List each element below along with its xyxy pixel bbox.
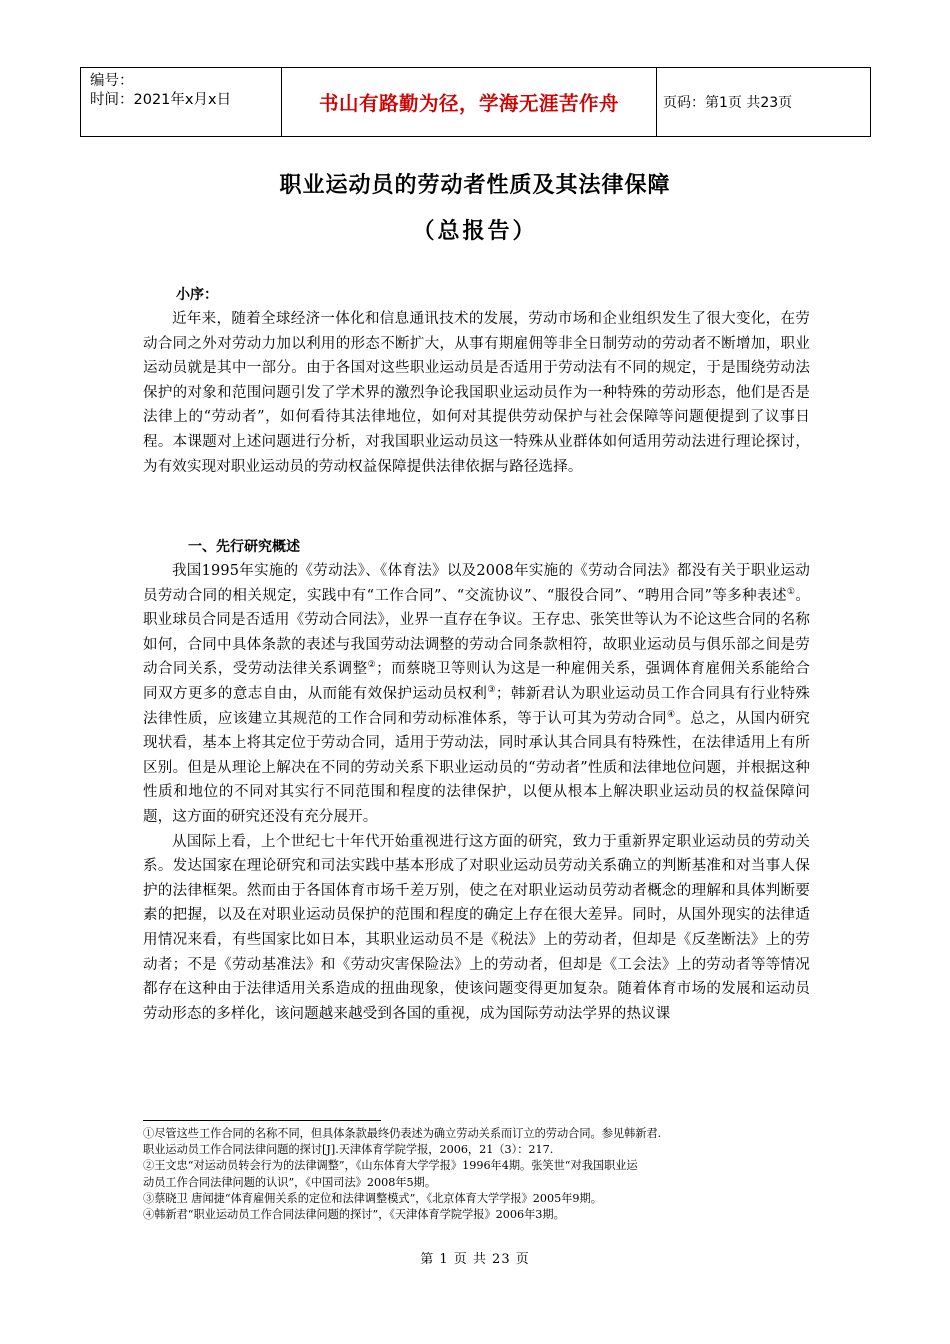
preface-section [143,284,810,479]
header-page-info: 页码：第1页 共23页 [663,95,793,111]
footnote-ref-1[interactable]: ① [786,586,796,597]
section-paragraph-international: 从国际上看，上个世纪七十年代开始重视进行这方面的研究，致力于重新界定职业运动员的劳动关系。发达国家在理论研究和司法实践中基本形成了对职业运动员劳动关系确立的判断基准和对当事人保护的法律框架。然而由于各国体育市场千差万别，使之在对职业运动员劳动者概念的理解和具体判断要素的把握，以及在对职业运动员保护的范围和程度的确定上存在很大差异。同时，从国外现实的法律适用情况来看，有些国家比如日本，其职业运动员不是《税法》上的劳动者，但却是《反垄断法》上的劳动者；不是《劳动基准法》和《劳动灾害保险法》上的劳动者，但却是《工会法》上的劳动者等等情况都存在这种由于法律适用关系造成的扭曲现象，使该问题变得更加复杂。随着体育市场的发展和运动员劳动形态的多样化，该问题越来越受到各国的重视，成为国际劳动法学界的热议课 [143,833,810,1022]
text-run: 。职业球员合同是否适用《劳动合同法》，业界一直存在争议。王存忠、张笑世等认为不论这些合同的名称如何，合同中具体条款的表述与我国劳动法调整的劳动合同条款相符，故职业运动员与俱乐部之间是劳动合同关系，受劳动法律关系调整 [143,587,810,678]
preface-label: 小序： [176,287,218,303]
text-run: 我国1995年实施的《劳动法》、《体育法》以及2008年实施的《劳动合同法》都没有关于职业运动员劳动合同的相关规定，实践中有“工作合同”、“交流协议”、“服役合同”、“聘用合同”等多种表述 [143,563,810,604]
header-number: 编号： [90,73,134,89]
footnote-line: 动员工作合同法律问题的认识”，《中国司法》2008年5期。 [143,1175,437,1189]
footnote-line: ①尽管这些工作合同的名称不同，但具体条款最终仍表述为确立劳动关系而订立的劳动合同。参见韩新君. [143,1127,662,1140]
footnote-ref-3[interactable]: ③ [487,685,496,696]
document-subtitle: （总报告） [412,219,538,244]
section-prior-research [143,536,810,1026]
header-slogan: 书山有路勤为径，学海无涯苦作舟 [282,68,657,136]
footnote-ref-2[interactable]: ② [367,660,377,671]
document-title: 职业运动员的劳动者性质及其法律保障 [279,173,671,198]
header-meta [81,68,282,136]
footnote-line: 职业运动员工作合同法律问题的探讨[J].天津体育学院学报，2006，21（3）：217. [143,1143,554,1157]
footnote-ref-4[interactable]: ④ [667,709,676,720]
preface-paragraph: 近年来，随着全球经济一体化和信息通讯技术的发展，劳动市场和企业组织发生了很大变化，在劳动合同之外对劳动力加以利用的形态不断扩大，从事有期雇佣等非全日制劳动的劳动者不断增加，职业运动员就是其中一部分。由于各国对这些职业运动员是否适用于劳动法有不同的规定，于是围绕劳动法保护的对象和范围问题引发了学术界的激烈争论我国职业运动员作为一种特殊的劳动形态，他们是否是法律上的“劳动者”，如何看待其法律地位，如何对其提供劳动保护与社会保障等问题便提到了议事日程。本课题对上述问题进行分析，对我国职业运动员这一特殊从业群体如何适用劳动法进行理论探讨，为有效实现对职业运动员的劳动权益保障提供法律依据与路径选择。 [143,311,810,475]
page-footer: 第 1 页 共 23 页 [420,1252,530,1267]
section-heading: 一、先行研究概述 [188,539,300,555]
page-header [80,67,871,137]
text-run: ；韩新君认为职业运动员工作合同具有行业特殊法律性质，应该建立其规范的工作合同和劳动标准体系，等于认可其为劳动合同 [143,685,810,727]
footnote-line: ④韩新君“职业运动员工作合同法律问题的探讨”，《天津体育学院学报》2006年3期。 [143,1208,565,1222]
footnote-line: ②王文忠“对运动员转会行为的法律调整”，《山东体育大学学报》1996年4期。张笑世“对我国职业运 [143,1159,638,1173]
footnotes [143,1126,810,1223]
text-run: 。总之，从国内研究现状看，基本上将其定位于劳动合同，适用于劳动法，同时承认其合同具有特殊性，在法律适用上有所区别。但是从理论上解决在不同的劳动关系下职业运动员的“劳动者”性质和法律地位问题，并根据这种性质和地位的不同对其实行不同范围和程度的法律保护，以便从根本上解决职业运动员的权益保障问题，这方面的研究还没有充分展开。 [143,710,811,825]
footnote-line: ③蔡晓卫 唐闻捷“体育雇佣关系的定位和法律调整模式”，《北京体育大学学报》2005年9期。 [143,1191,602,1205]
header-date: 时间：2021年x月x日 [90,92,232,108]
footnote-divider [143,1120,381,1121]
text-run: ；而蔡晓卫等则认为这是一种雇佣关系，强调体育雇佣关系能给合同双方更多的意志自由，从而能有效保护运动员权利 [143,661,811,702]
section-paragraph-domestic [143,559,810,830]
